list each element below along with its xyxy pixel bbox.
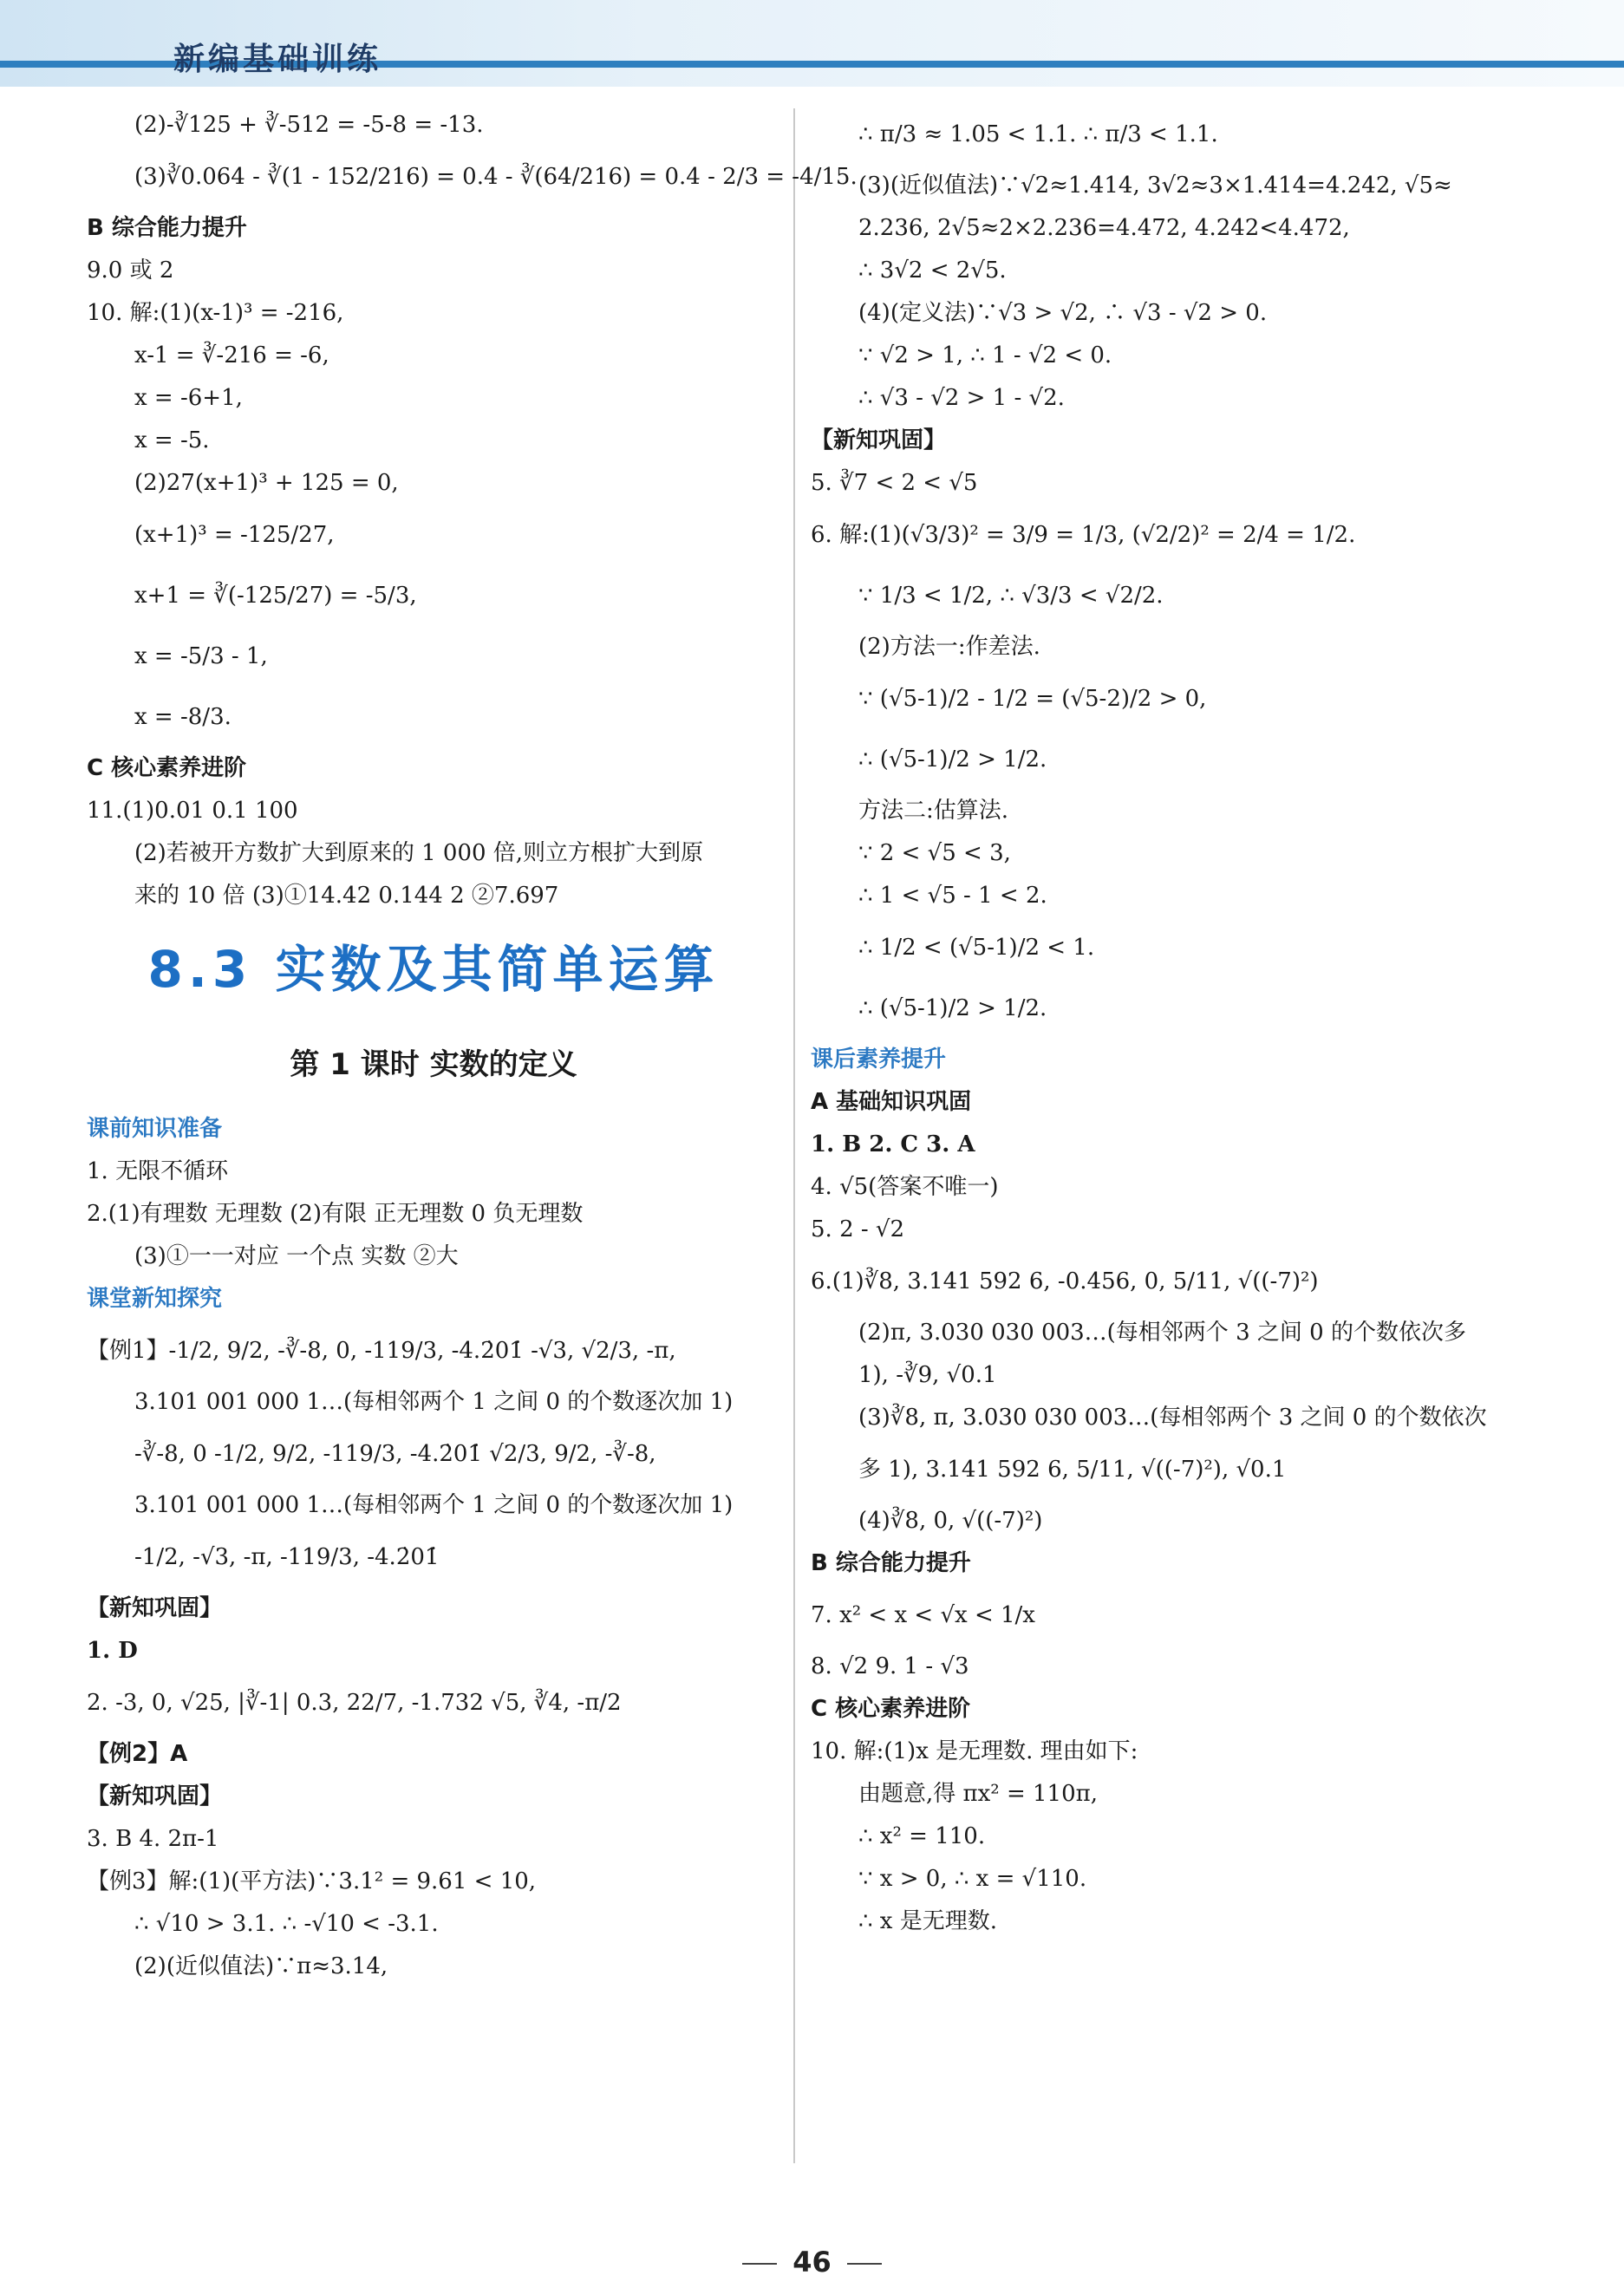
left-line: 【新知巩固】 <box>87 1783 223 1809</box>
left-line: B 综合能力提升 <box>87 215 247 241</box>
right-line: 由题意,得 πx² = 110π, <box>858 1781 1098 1807</box>
page-footer <box>0 2246 1624 2279</box>
right-line: ∵ (√5-1)/2 - 1/2 = (√5-2)/2 > 0, <box>858 686 1207 712</box>
left-line: C 核心素养进阶 <box>87 755 247 781</box>
column-divider <box>793 108 795 2163</box>
left-line: 3.101 001 000 1…(每相邻两个 1 之间 0 的个数逐次加 1) <box>134 1389 734 1415</box>
right-line: (4)(定义法)∵√3 > √2, ∴ √3 - √2 > 0. <box>858 300 1268 326</box>
right-line: ∴ (√5-1)/2 > 1/2. <box>858 995 1047 1021</box>
right-line: 【新知巩固】 <box>811 427 947 453</box>
header-title: 新编基础训练 <box>173 42 382 77</box>
right-line: (3)∛8, π, 3.030 030 003…(每相邻两个 3 之间 0 的个数依次 <box>858 1405 1487 1431</box>
left-line: 【例1】-1/2, 9/2, -∛-8, 0, -119/3, -4.2̇01̇ -√3, √2/3, -π, <box>87 1338 676 1364</box>
right-line: ∵ 1/3 < 1/2, ∴ √3/3 < √2/2. <box>858 583 1164 609</box>
left-line: (2)若被开方数扩大到原来的 1 000 倍,则立方根扩大到原 <box>134 840 704 866</box>
page-header <box>0 0 1624 87</box>
right-line: 1. B 2. C 3. A <box>811 1131 975 1157</box>
page-number: 46 <box>792 2246 832 2279</box>
left-line: x = -6+1, <box>134 385 243 411</box>
left-line: 9.0 或 2 <box>87 258 174 284</box>
left-line: 【例3】解:(1)(平方法)∵3.1² = 9.61 < 10, <box>87 1868 537 1894</box>
right-line: (3)(近似值法)∵√2≈1.414, 3√2≈3×1.414=4.242, √5≈ <box>858 173 1452 199</box>
right-line: ∴ π/3 ≈ 1.05 < 1.1. ∴ π/3 < 1.1. <box>858 121 1218 147</box>
left-line: 2. -3, 0, √25, |∛-1| 0.3, 22/7, -1.732 √5, ∛4, -π/2 <box>87 1690 622 1716</box>
left-line: (2)27(x+1)³ + 125 = 0, <box>134 470 399 496</box>
left-line: (2)(近似值法)∵π≈3.14, <box>134 1953 388 1979</box>
left-line: 【例2】A <box>87 1741 188 1767</box>
left-line: 2.(1)有理数 无理数 (2)有限 正无理数 0 负无理数 <box>87 1201 584 1227</box>
left-line: ∴ √10 > 3.1. ∴ -√10 < -3.1. <box>134 1911 439 1937</box>
left-line: -∛-8, 0 -1/2, 9/2, -119/3, -4.2̇01̇ √2/3, 9/2, -∛-8, <box>134 1441 656 1467</box>
right-line: ∴ 1 < √5 - 1 < 2. <box>858 883 1047 909</box>
left-line: (2)-∛125 + ∛-512 = -5-8 = -13. <box>134 112 484 138</box>
right-line: B 综合能力提升 <box>811 1550 971 1576</box>
footer-dash-right <box>847 2263 882 2265</box>
right-line: (4)∛8, 0, √((-7)²) <box>858 1508 1043 1534</box>
left-line: 课前知识准备 <box>87 1116 223 1142</box>
right-line: ∵ √2 > 1, ∴ 1 - √2 < 0. <box>858 342 1112 368</box>
right-line: ∴ x 是无理数. <box>858 1908 997 1934</box>
left-line: 10. 解:(1)(x-1)³ = -216, <box>87 300 344 326</box>
right-line: 8. √2 9. 1 - √3 <box>811 1653 969 1679</box>
left-line: x-1 = ∛-216 = -6, <box>134 342 329 368</box>
right-line: 4. √5(答案不唯一) <box>811 1174 999 1200</box>
right-line: 6. 解:(1)(√3/3)² = 3/9 = 1/3, (√2/2)² = 2/4 = 1/2. <box>811 522 1356 548</box>
left-line: x = -5/3 - 1, <box>134 643 268 669</box>
left-line: 1. D <box>87 1638 138 1664</box>
left-line: x+1 = ∛(-125/27) = -5/3, <box>134 583 417 609</box>
left-column <box>87 104 858 1988</box>
right-line: ∴ (√5-1)/2 > 1/2. <box>858 747 1047 773</box>
left-line: (3)①一一对应 一个点 实数 ②大 <box>134 1243 459 1269</box>
left-line: x = -5. <box>134 427 210 453</box>
right-line: 多 1), 3.141 592 6, 5/11, √((-7)²), √0.1 <box>858 1457 1287 1483</box>
left-line: 8.3 实数及其简单运算 <box>147 940 720 999</box>
right-line: 课后素养提升 <box>811 1046 947 1073</box>
right-line: 6.(1)∛8, 3.141 592 6, -0.456, 0, 5/11, √((-7)²) <box>811 1268 1319 1294</box>
right-line: (2)π, 3.030 030 003…(每相邻两个 3 之间 0 的个数依次多 <box>858 1320 1466 1346</box>
left-line: 3.101 001 000 1…(每相邻两个 1 之间 0 的个数逐次加 1) <box>134 1492 734 1518</box>
footer-dash-left <box>742 2263 777 2265</box>
right-line: 方法二:估算法. <box>858 798 1009 824</box>
right-line: 1), -∛9, √0.1 <box>858 1362 997 1388</box>
right-line: ∵ x > 0, ∴ x = √110. <box>858 1866 1087 1892</box>
left-line: 11.(1)0.01 0.1 100 <box>87 798 298 824</box>
right-line: ∴ 3√2 < 2√5. <box>858 258 1007 284</box>
left-line: x = -8/3. <box>134 704 232 730</box>
left-line: 来的 10 倍 (3)①14.42 0.144 2 ②7.697 <box>134 883 559 909</box>
left-line: -1/2, -√3, -π, -119/3, -4.2̇01̇ <box>134 1544 440 1570</box>
right-line: (2)方法一:作差法. <box>858 634 1040 660</box>
right-line: ∴ 1/2 < (√5-1)/2 < 1. <box>858 935 1095 961</box>
left-line: 【新知巩固】 <box>87 1595 223 1621</box>
right-line: ∵ 2 < √5 < 3, <box>858 840 1011 866</box>
right-line: A 基础知识巩固 <box>811 1089 972 1115</box>
left-line: (3)∛0.064 - ∛(1 - 152/216) = 0.4 - ∛(64/216) = 0.4 - 2/3 = -4/15. <box>134 164 858 190</box>
right-line: ∴ x² = 110. <box>858 1823 986 1849</box>
right-line: 5. ∛7 < 2 < √5 <box>811 470 978 496</box>
right-line: 10. 解:(1)x 是无理数. 理由如下: <box>811 1738 1138 1764</box>
right-column <box>811 104 1574 1943</box>
left-line: 3. B 4. 2π-1 <box>87 1826 219 1852</box>
left-line: 1. 无限不循环 <box>87 1158 229 1184</box>
left-line: 课堂新知探究 <box>87 1286 223 1312</box>
right-line: C 核心素养进阶 <box>811 1696 971 1722</box>
right-line: 5. 2 - √2 <box>811 1216 905 1242</box>
left-line: 第 1 课时 实数的定义 <box>290 1047 577 1082</box>
left-line: (x+1)³ = -125/27, <box>134 522 335 548</box>
right-line: ∴ √3 - √2 > 1 - √2. <box>858 385 1065 411</box>
right-line: 7. x² < x < √x < 1/x <box>811 1602 1035 1628</box>
right-line: 2.236, 2√5≈2×2.236=4.472, 4.242<4.472, <box>858 215 1350 241</box>
